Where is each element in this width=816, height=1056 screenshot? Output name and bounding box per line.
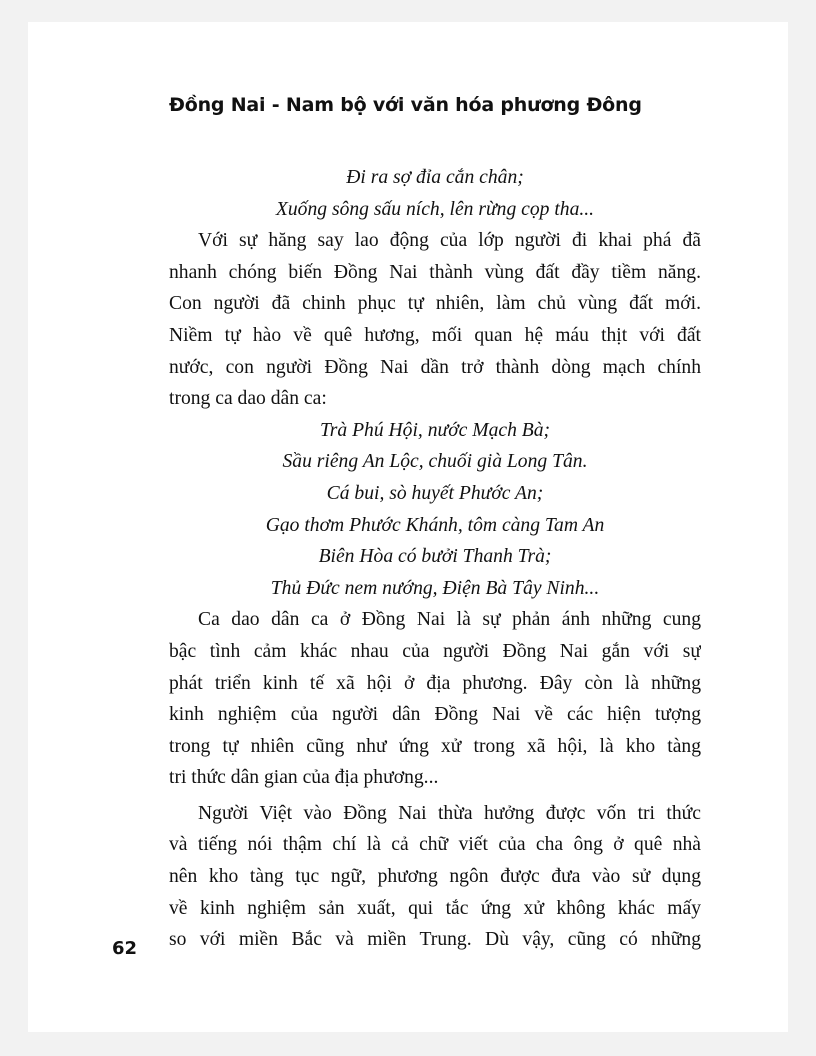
- text-line: kinh nghiệm của người dân Đồng Nai về các hiện tượng: [169, 704, 701, 726]
- text-line: Ca dao dân ca ở Đồng Nai là sự phản ánh những cung: [198, 609, 701, 631]
- verse-line: Đi ra sợ đỉa cắn chân;: [346, 167, 524, 188]
- text-line: nước, con người Đồng Nai dần trở thành dòng mạch chính: [169, 356, 701, 378]
- text-line: Với sự hăng say lao động của lớp người đi khai phá đã: [198, 230, 701, 252]
- paragraph-3: [169, 798, 701, 956]
- text-line: so với miền Bắc và miền Trung. Dù vậy, cũng có những: [169, 929, 701, 951]
- running-header: Đồng Nai - Nam bộ với văn hóa phương Đông: [169, 94, 642, 116]
- page-body: [169, 162, 701, 956]
- text-line: về kinh nghiệm sản xuất, qui tắc ứng xử không khác mấy: [169, 897, 701, 919]
- text-line: trong tự nhiên cũng như ứng xử trong xã hội, là kho tàng: [169, 735, 701, 757]
- page-number: 62: [112, 938, 138, 959]
- verse-line: Cá bui, sò huyết Phước An;: [326, 482, 544, 504]
- verse-line: Gạo thơm Phước Khánh, tôm càng Tam An: [265, 514, 605, 536]
- paragraph-1: [169, 225, 701, 415]
- text-line: nhanh chóng biến Đồng Nai thành vùng đất đầy tiềm năng.: [169, 261, 701, 283]
- verse-line: Trà Phú Hội, nước Mạch Bà;: [319, 419, 551, 441]
- book-page: [28, 22, 788, 1032]
- text-line: trong ca dao dân ca:: [169, 388, 327, 410]
- verse-line: Thủ Đức nem nướng, Điện Bà Tây Ninh...: [270, 577, 600, 599]
- verse-line: Xuống sông sấu ních, lên rừng cọp tha...: [275, 198, 595, 220]
- verse-line: Biên Hòa có bưởi Thanh Trà;: [318, 546, 552, 568]
- text-line: bậc tình cảm khác nhau của người Đồng Nai gắn với sự: [169, 640, 701, 662]
- text-line: phát triển kinh tế xã hội ở địa phương. Đây còn là những: [169, 672, 701, 694]
- verse-line: Sầu riêng An Lộc, chuối già Long Tân.: [282, 451, 588, 473]
- verse-block-1: [169, 162, 701, 225]
- text-line: nên kho tàng tục ngữ, phương ngôn được đưa vào sử dụng: [169, 866, 701, 888]
- text-line: và tiếng nói thậm chí là cả chữ viết của cha ông ở quê nhà: [169, 834, 701, 856]
- text-line: tri thức dân gian của địa phương...: [169, 767, 439, 789]
- verse-block-2: [169, 415, 701, 605]
- paragraph-2: [169, 604, 701, 794]
- text-line: Người Việt vào Đồng Nai thừa hưởng được vốn tri thức: [198, 802, 701, 824]
- text-line: Con người đã chinh phục tự nhiên, làm chủ vùng đất mới.: [169, 293, 701, 315]
- text-line: Niềm tự hào về quê hương, mối quan hệ máu thịt với đất: [169, 324, 701, 346]
